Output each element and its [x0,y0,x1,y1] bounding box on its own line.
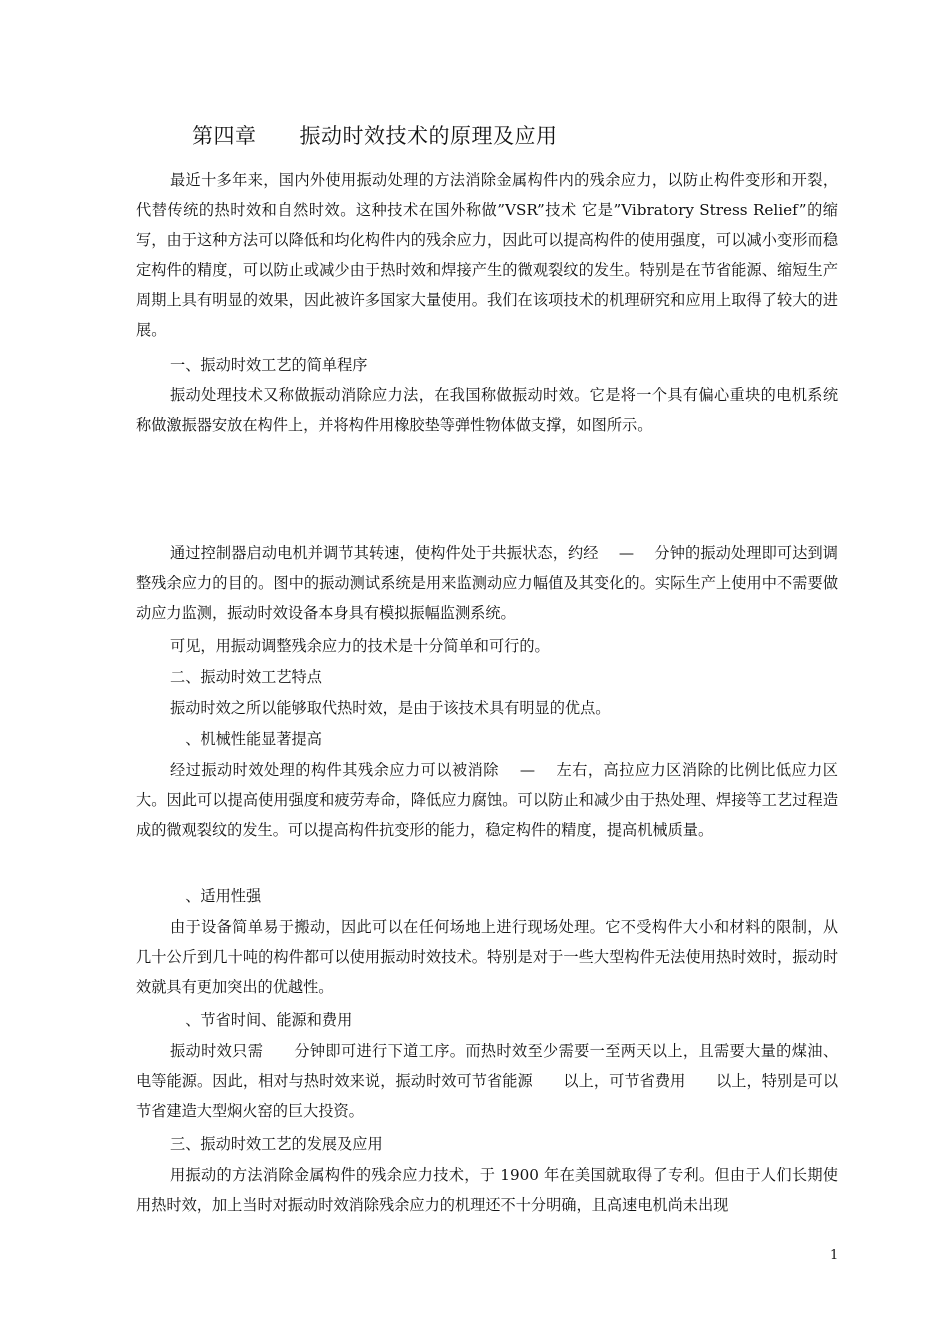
section-heading-3: 三、振动时效工艺的发展及应用 [170,1135,383,1153]
page-number: 1 [830,1248,839,1263]
advantages-intro: 振动时效之所以能够取代热时效，是由于该技术具有明显的优点。 [170,699,611,717]
section-heading-1: 一、振动时效工艺的简单程序 [170,356,368,374]
mechanical-paragraph: 经过振动时效处理的构件其残余应力可以被消除 — 左右，高拉应力区消除的比例比低应力区大。因此可以提高使用强度和疲劳寿命，降低应力腐蚀。可以防止和减少由于热处理、焊接等工艺过程造成的微观裂纹的发生。可以提高构件抗变形的能力，稳定构件的精度，提高机械质量。 [136,761,838,839]
history-paragraph: 用振动的方法消除金属构件的残余应力技术，于 1900 年在美国就取得了专利。但由于人们长期使用热时效，加上当时对振动时效消除残余应力的机理还不十分明确，且高速电机尚未出现 [136,1166,838,1214]
section-heading-2: 二、振动时效工艺特点 [170,668,322,686]
procedure-paragraph: 振动处理技术又称做振动消除应力法，在我国称做振动时效。它是将一个具有偏心重块的电机系统称做激振器安放在构件上，并将构件用橡胶垫等弹性物体做支撑，如图所示。 [136,386,838,434]
control-paragraph: 通过控制器启动电机并调节其转速，使构件处于共振状态，约经 — 分钟的振动处理即可达到调整残余应力的目的。图中的振动测试系统是用来监测动应力幅值及其变化的。实际生产上使用中不需要做动应力监测，振动时效设备本身具有模拟振幅监测系统。 [136,544,838,622]
chapter-title: 第四章 振动时效技术的原理及应用 [192,124,558,148]
figure-placeholder [136,450,838,530]
intro-paragraph: 最近十多年来，国内外使用振动处理的方法消除金属构件内的残余应力，以防止构件变形和开裂，代替传统的热时效和自然时效。这种技术在国外称做”VSR”技术 它是”Vibratory Stress Relief”的缩写，由于这种方法可以降低和均化构件内的残余应力，因此可以提高构件的使用强度，可以减小变形而稳定构件的精度，可以防止或减少由于热时效和焊接产生的微观裂纹的发生。特别是在节省能源、缩短生产周期上具有明显的效果，因此被许多国家大量使用。我们在该项技术的机理研究和应用上取得了较大的进展。 [136,171,838,339]
subheading-mechanical: 、机械性能显著提高 [170,730,322,748]
subheading-savings: 、节省时间、能源和费用 [170,1011,353,1029]
summary-line: 可见，用振动调整残余应力的技术是十分简单和可行的。 [170,637,550,655]
applicability-paragraph: 由于设备简单易于搬动，因此可以在任何场地上进行现场处理。它不受构件大小和材料的限制，从几十公斤到几十吨的构件都可以使用振动时效技术。特别是对于一些大型构件无法使用热时效时，振动时效就具有更加突出的优越性。 [136,918,838,996]
subheading-applicability: 、适用性强 [170,887,262,905]
savings-paragraph: 振动时效只需 分钟即可进行下道工序。而热时效至少需要一至两天以上，且需要大量的煤油、电等能源。因此，相对与热时效来说，振动时效可节省能源 以上，可节省费用 以上，特别是可以节省建造大型焖火窑的巨大投资。 [136,1042,838,1120]
